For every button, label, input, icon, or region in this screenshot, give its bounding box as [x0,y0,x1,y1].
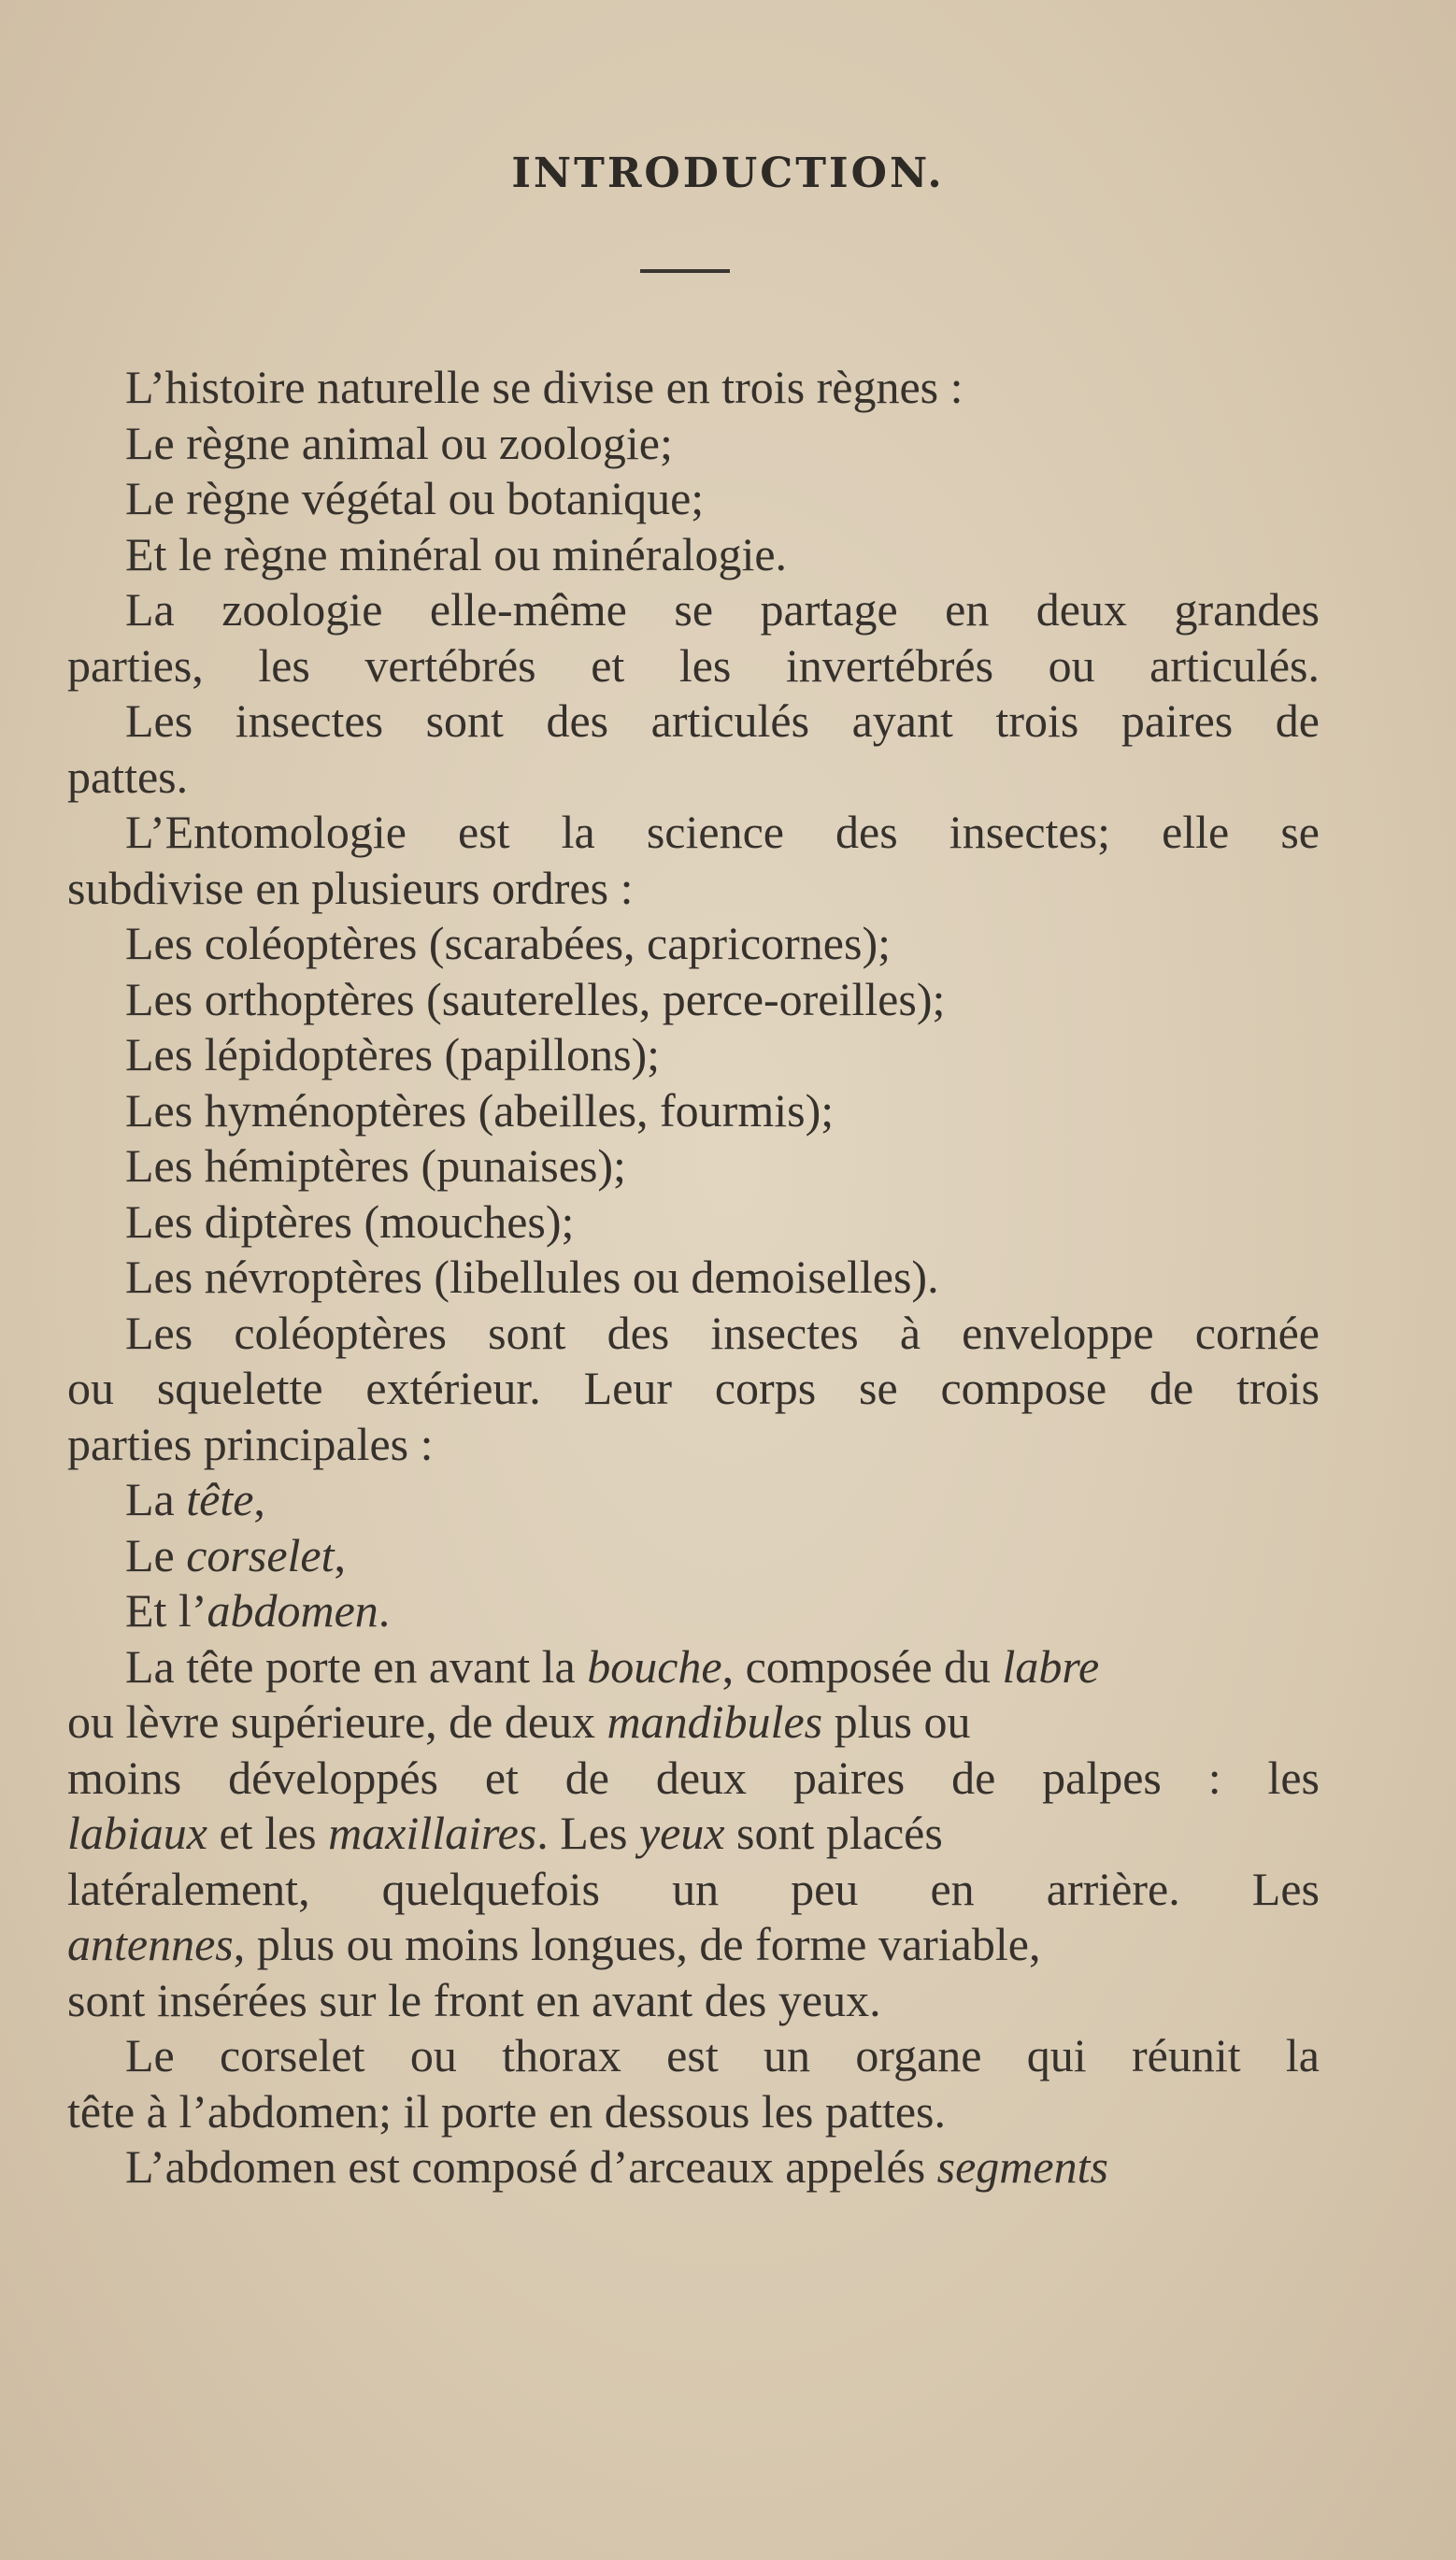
text-line: parties principales : [67,1417,434,1470]
text-line: moins développés et de deux paires de palpes : les [67,1751,1320,1804]
text-span: , plus ou moins longues, de forme variable, [233,1918,1041,1970]
text-span: . Les [536,1807,639,1859]
title-rule [640,269,730,273]
text-line [67,1806,1320,1862]
text-line: pattes. [67,750,189,803]
italic-term: maxillaires [328,1807,537,1859]
text-line [67,1528,1320,1584]
text-line [67,1639,1320,1695]
text-span: L’abdomen est composé d’arceaux appelés [125,2140,937,2193]
text-line: Les hyménoptères (abeilles, fourmis); [125,1083,835,1137]
text-line: subdivise en plusieurs ordres : [67,861,634,914]
text-span: Le [125,1528,187,1581]
text-line: Le règne végétal ou botanique; [125,472,705,524]
italic-term: mandibules [607,1695,823,1748]
text-line [67,1695,1320,1751]
text-line: La zoologie elle-même se partage en deux grandes [125,583,1320,636]
text-line: ou squelette extérieur. Leur corps se compose de trois [67,1362,1320,1414]
text-line: Les orthoptères (sauterelles, perce-oreilles); [125,972,946,1025]
text-line [67,1583,1320,1639]
text-line: Les diptères (mouches); [125,1194,575,1248]
italic-term: abdomen [207,1584,378,1637]
body-text [67,360,1320,2195]
text-line [67,1917,1320,1973]
text-line: L’Entomologie est la science des insectes; elle se [125,806,1320,858]
italic-term: antennes [67,1918,234,1970]
text-line: Les insectes sont des articulés ayant trois paires de [125,694,1320,747]
italic-term: corselet [186,1528,335,1581]
italic-term: bouche [587,1639,722,1693]
text-span: La [125,1473,187,1525]
text-span: , [253,1473,265,1525]
text-line: latéralement, quelquefois un peu en arrière. Les [67,1862,1320,1915]
text-span: , composée du [721,1639,1003,1693]
text-span: sont placés [724,1807,943,1859]
text-line: Le règne animal ou zoologie; [125,416,673,469]
text-line: Les lépidoptères (papillons); [125,1028,661,1080]
text-line: Les névroptères (libellules ou demoiselles). [125,1251,939,1303]
text-line: Les hémiptères (punaises); [125,1139,626,1192]
text-line: L’histoire naturelle se divise en trois règnes : [125,361,964,413]
italic-term: labiaux [67,1807,207,1859]
text-span: ou lèvre supérieure, de deux [67,1695,596,1748]
text-line [67,2139,1320,2195]
text-span: Et l’ [125,1584,207,1637]
text-span: . [378,1584,391,1637]
text-span: et les [207,1807,329,1859]
text-line: tête à l’abdomen; il porte en dessous les pattes. [67,2084,947,2138]
text-line: parties, les vertébrés et les invertébrés ou articulés. [67,638,1320,692]
text-span: plus ou [834,1695,971,1748]
text-span: La tête porte en avant la [125,1639,588,1693]
italic-term: labre [1002,1639,1100,1693]
text-line: Les coléoptères sont des insectes à enveloppe cornée [125,1306,1320,1359]
page-title: INTRODUCTION. [511,150,945,197]
italic-term: tête [186,1473,254,1525]
text-line: Et le règne minéral ou minéralogie. [125,527,788,580]
text-line: Les coléoptères (scarabées, capricornes); [125,917,891,969]
italic-term: yeux [638,1807,725,1859]
text-span: , [334,1528,347,1581]
text-line: Le corselet ou thorax est un organe qui réunit la [125,2029,1320,2081]
italic-term: segments [936,2140,1108,2193]
text-line [67,1472,1320,1528]
text-line: sont insérées sur le front en avant des yeux. [67,1973,881,2026]
